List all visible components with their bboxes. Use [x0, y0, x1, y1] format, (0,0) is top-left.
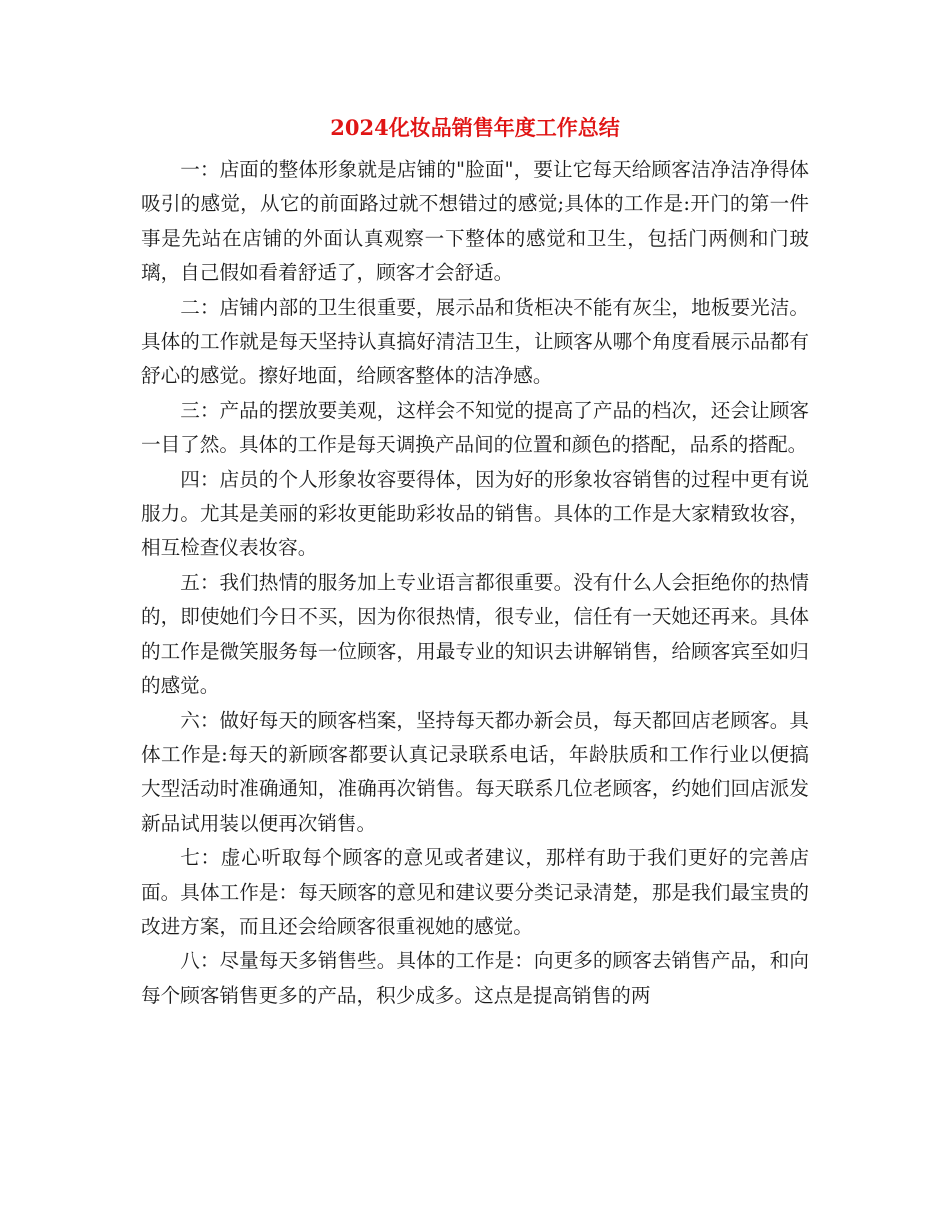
paragraph-4: 四：店员的个人形象妆容要得体，因为好的形象妆容销售的过程中更有说服力。尤其是美丽的彩妆更能助彩妆品的销售。具体的工作是大家精致妆容，相互检查仪表妆容。 [141, 467, 809, 560]
paragraph-5: 五：我们热情的服务加上专业语言都很重要。没有什么人会拒绝你的热情的，即使她们今日不买，因为你很热情，很专业，信任有一天她还再来。具体的工作是微笑服务每一位顾客，用最专业的知识去讲解销售，给顾客宾至如归的感觉。 [141, 570, 809, 698]
document-body [141, 153, 809, 1013]
paragraph-8: 八：尽量每天多销售些。具体的工作是：向更多的顾客去销售产品，和向每个顾客销售更多的产品，积少成多。这点是提高销售的两 [141, 949, 809, 1007]
paragraph-7: 七：虚心听取每个顾客的意见或者建议，那样有助于我们更好的完善店面。具体工作是：每天顾客的意见和建议要分类记录清楚，那是我们最宝贵的改进方案，而且还会给顾客很重视她的感觉。 [141, 846, 809, 938]
paragraph-2: 二：店铺内部的卫生很重要，展示品和货柜决不能有灰尘，地板要光洁。具体的工作就是每天坚持认真搞好清洁卫生，让顾客从哪个角度看展示品都有舒心的感觉。擦好地面，给顾客整体的洁净感。 [141, 295, 809, 388]
page-title: 2024化妆品销售年度工作总结 [330, 115, 620, 140]
paragraph-6: 六：做好每天的顾客档案，坚持每天都办新会员，每天都回店老顾客。具体工作是:每天的新顾客都要认真记录联系电话，年龄肤质和工作行业以便搞大型活动时准确通知，准确再次销售。每天联系几位老顾客，约她们回店派发新品试用装以便再次销售。 [141, 708, 809, 835]
paragraph-1: 一：店面的整体形象就是店铺的"脸面"，要让它每天给顾客洁净洁净得体吸引的感觉，从它的前面路过就不想错过的感觉;具体的工作是:开门的第一件事是先站在店铺的外面认真观察一下整体的感觉和卫生，包括门两侧和门玻璃，自己假如看着舒适了，顾客才会舒适。 [141, 158, 809, 285]
paragraph-3: 三：产品的摆放要美观，这样会不知觉的提高了产品的档次，还会让顾客一目了然。具体的工作是每天调换产品间的位置和颜色的搭配，品系的搭配。 [141, 398, 809, 457]
